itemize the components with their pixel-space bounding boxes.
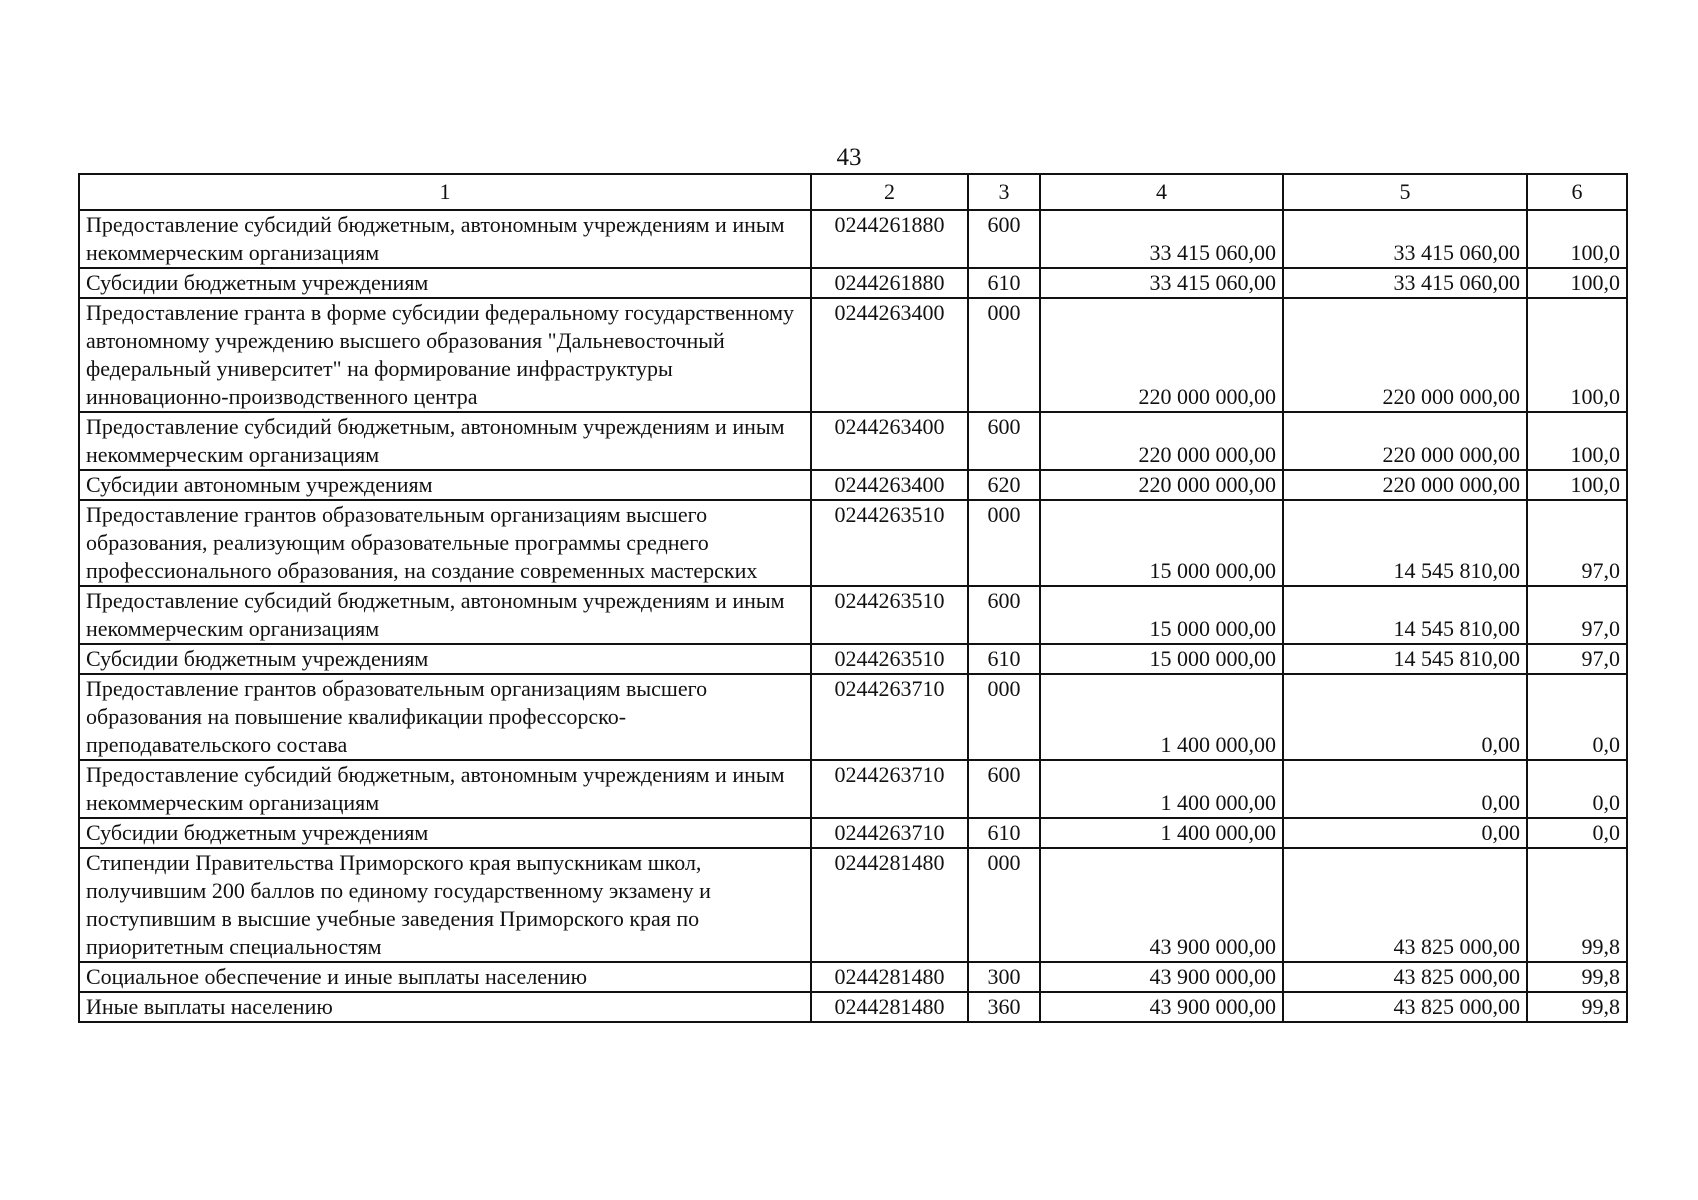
row-type-cell: 600 bbox=[968, 760, 1040, 818]
row-executed-cell: 0,00 bbox=[1283, 818, 1527, 848]
row-percent-cell: 0,0 bbox=[1527, 760, 1627, 818]
row-type-cell: 610 bbox=[968, 818, 1040, 848]
row-planned-cell: 1 400 000,00 bbox=[1040, 818, 1283, 848]
row-percent-cell: 99,8 bbox=[1527, 848, 1627, 962]
row-type-cell: 000 bbox=[968, 674, 1040, 760]
row-name-cell: Предоставление субсидий бюджетным, автономным учреждениям и иным некоммерческим организациям bbox=[79, 586, 811, 644]
row-percent-cell: 0,0 bbox=[1527, 674, 1627, 760]
row-type-cell: 000 bbox=[968, 298, 1040, 412]
table-row bbox=[79, 674, 1627, 760]
row-executed-cell: 14 545 810,00 bbox=[1283, 644, 1527, 674]
row-planned-cell: 1 400 000,00 bbox=[1040, 760, 1283, 818]
row-planned-cell: 220 000 000,00 bbox=[1040, 412, 1283, 470]
row-type-cell: 000 bbox=[968, 500, 1040, 586]
budget-table bbox=[78, 173, 1628, 1023]
row-executed-cell: 14 545 810,00 bbox=[1283, 500, 1527, 586]
row-type-cell: 360 bbox=[968, 992, 1040, 1022]
row-percent-cell: 97,0 bbox=[1527, 500, 1627, 586]
column-header-3: 3 bbox=[968, 174, 1040, 210]
row-planned-cell: 15 000 000,00 bbox=[1040, 586, 1283, 644]
row-percent-cell: 100,0 bbox=[1527, 298, 1627, 412]
page-number: 43 bbox=[836, 144, 862, 171]
row-percent-cell: 99,8 bbox=[1527, 992, 1627, 1022]
row-planned-cell: 43 900 000,00 bbox=[1040, 962, 1283, 992]
column-header-5: 5 bbox=[1283, 174, 1527, 210]
row-executed-cell: 43 825 000,00 bbox=[1283, 992, 1527, 1022]
table-row bbox=[79, 500, 1627, 586]
row-percent-cell: 97,0 bbox=[1527, 586, 1627, 644]
table-row bbox=[79, 818, 1627, 848]
row-percent-cell: 100,0 bbox=[1527, 268, 1627, 298]
table-row bbox=[79, 210, 1627, 268]
row-code-cell: 0244263400 bbox=[811, 412, 968, 470]
row-type-cell: 000 bbox=[968, 848, 1040, 962]
row-name-cell: Предоставление субсидий бюджетным, автономным учреждениям и иным некоммерческим организациям bbox=[79, 760, 811, 818]
row-planned-cell: 1 400 000,00 bbox=[1040, 674, 1283, 760]
row-name-cell: Иные выплаты населению bbox=[79, 992, 811, 1022]
row-type-cell: 610 bbox=[968, 644, 1040, 674]
row-percent-cell: 100,0 bbox=[1527, 412, 1627, 470]
column-header-1: 1 bbox=[79, 174, 811, 210]
row-code-cell: 0244263710 bbox=[811, 760, 968, 818]
table-row bbox=[79, 586, 1627, 644]
row-executed-cell: 0,00 bbox=[1283, 674, 1527, 760]
row-planned-cell: 15 000 000,00 bbox=[1040, 644, 1283, 674]
row-planned-cell: 43 900 000,00 bbox=[1040, 992, 1283, 1022]
row-name-cell: Предоставление грантов образовательным организациям высшего образования на повышение квалификации профессорско-преподавательского состава bbox=[79, 674, 811, 760]
row-planned-cell: 43 900 000,00 bbox=[1040, 848, 1283, 962]
row-code-cell: 0244281480 bbox=[811, 962, 968, 992]
row-code-cell: 0244263510 bbox=[811, 644, 968, 674]
row-name-cell: Субсидии бюджетным учреждениям bbox=[79, 818, 811, 848]
row-code-cell: 0244263710 bbox=[811, 674, 968, 760]
table-row bbox=[79, 298, 1627, 412]
row-percent-cell: 100,0 bbox=[1527, 210, 1627, 268]
table-row bbox=[79, 470, 1627, 500]
row-executed-cell: 43 825 000,00 bbox=[1283, 962, 1527, 992]
row-executed-cell: 14 545 810,00 bbox=[1283, 586, 1527, 644]
row-executed-cell: 33 415 060,00 bbox=[1283, 268, 1527, 298]
row-name-cell: Предоставление гранта в форме субсидии федеральному государственному автономному учреждению высшего образования "Дальневосточный федеральный университет" на формирование инфраструктуры инновационно-производственного центра bbox=[79, 298, 811, 412]
row-executed-cell: 43 825 000,00 bbox=[1283, 848, 1527, 962]
column-header-2: 2 bbox=[811, 174, 968, 210]
row-type-cell: 610 bbox=[968, 268, 1040, 298]
row-name-cell: Субсидии бюджетным учреждениям bbox=[79, 268, 811, 298]
row-executed-cell: 220 000 000,00 bbox=[1283, 470, 1527, 500]
row-code-cell: 0244263510 bbox=[811, 586, 968, 644]
row-executed-cell: 0,00 bbox=[1283, 760, 1527, 818]
row-code-cell: 0244281480 bbox=[811, 848, 968, 962]
table-row bbox=[79, 848, 1627, 962]
row-name-cell: Субсидии автономным учреждениям bbox=[79, 470, 811, 500]
row-type-cell: 620 bbox=[968, 470, 1040, 500]
row-name-cell: Предоставление субсидий бюджетным, автономным учреждениям и иным некоммерческим организациям bbox=[79, 412, 811, 470]
row-code-cell: 0244263400 bbox=[811, 298, 968, 412]
row-type-cell: 600 bbox=[968, 412, 1040, 470]
row-planned-cell: 15 000 000,00 bbox=[1040, 500, 1283, 586]
row-code-cell: 0244263400 bbox=[811, 470, 968, 500]
table-row bbox=[79, 992, 1627, 1022]
row-type-cell: 300 bbox=[968, 962, 1040, 992]
row-code-cell: 0244261880 bbox=[811, 210, 968, 268]
row-percent-cell: 0,0 bbox=[1527, 818, 1627, 848]
column-header-6: 6 bbox=[1527, 174, 1627, 210]
table-row bbox=[79, 644, 1627, 674]
table-header bbox=[79, 174, 1627, 210]
row-percent-cell: 97,0 bbox=[1527, 644, 1627, 674]
table-row bbox=[79, 962, 1627, 992]
row-name-cell: Социальное обеспечение и иные выплаты населению bbox=[79, 962, 811, 992]
row-planned-cell: 220 000 000,00 bbox=[1040, 470, 1283, 500]
row-name-cell: Стипендии Правительства Приморского края выпускникам школ, получившим 200 баллов по единому государственному экзамену и поступившим в высшие учебные заведения Приморского края по приоритетным специальностям bbox=[79, 848, 811, 962]
table-row bbox=[79, 412, 1627, 470]
row-executed-cell: 33 415 060,00 bbox=[1283, 210, 1527, 268]
row-code-cell: 0244263510 bbox=[811, 500, 968, 586]
row-name-cell: Предоставление грантов образовательным организациям высшего образования, реализующим образовательные программы среднего профессионального образования, на создание современных мастерских bbox=[79, 500, 811, 586]
row-executed-cell: 220 000 000,00 bbox=[1283, 412, 1527, 470]
row-planned-cell: 220 000 000,00 bbox=[1040, 298, 1283, 412]
header-row bbox=[79, 174, 1627, 210]
row-name-cell: Субсидии бюджетным учреждениям bbox=[79, 644, 811, 674]
table-body bbox=[79, 210, 1627, 1022]
table-row bbox=[79, 268, 1627, 298]
row-executed-cell: 220 000 000,00 bbox=[1283, 298, 1527, 412]
row-code-cell: 0244281480 bbox=[811, 992, 968, 1022]
row-planned-cell: 33 415 060,00 bbox=[1040, 268, 1283, 298]
table-row bbox=[79, 760, 1627, 818]
row-code-cell: 0244263710 bbox=[811, 818, 968, 848]
row-type-cell: 600 bbox=[968, 210, 1040, 268]
row-code-cell: 0244261880 bbox=[811, 268, 968, 298]
row-planned-cell: 33 415 060,00 bbox=[1040, 210, 1283, 268]
row-type-cell: 600 bbox=[968, 586, 1040, 644]
row-name-cell: Предоставление субсидий бюджетным, автономным учреждениям и иным некоммерческим организациям bbox=[79, 210, 811, 268]
column-header-4: 4 bbox=[1040, 174, 1283, 210]
row-percent-cell: 99,8 bbox=[1527, 962, 1627, 992]
row-percent-cell: 100,0 bbox=[1527, 470, 1627, 500]
